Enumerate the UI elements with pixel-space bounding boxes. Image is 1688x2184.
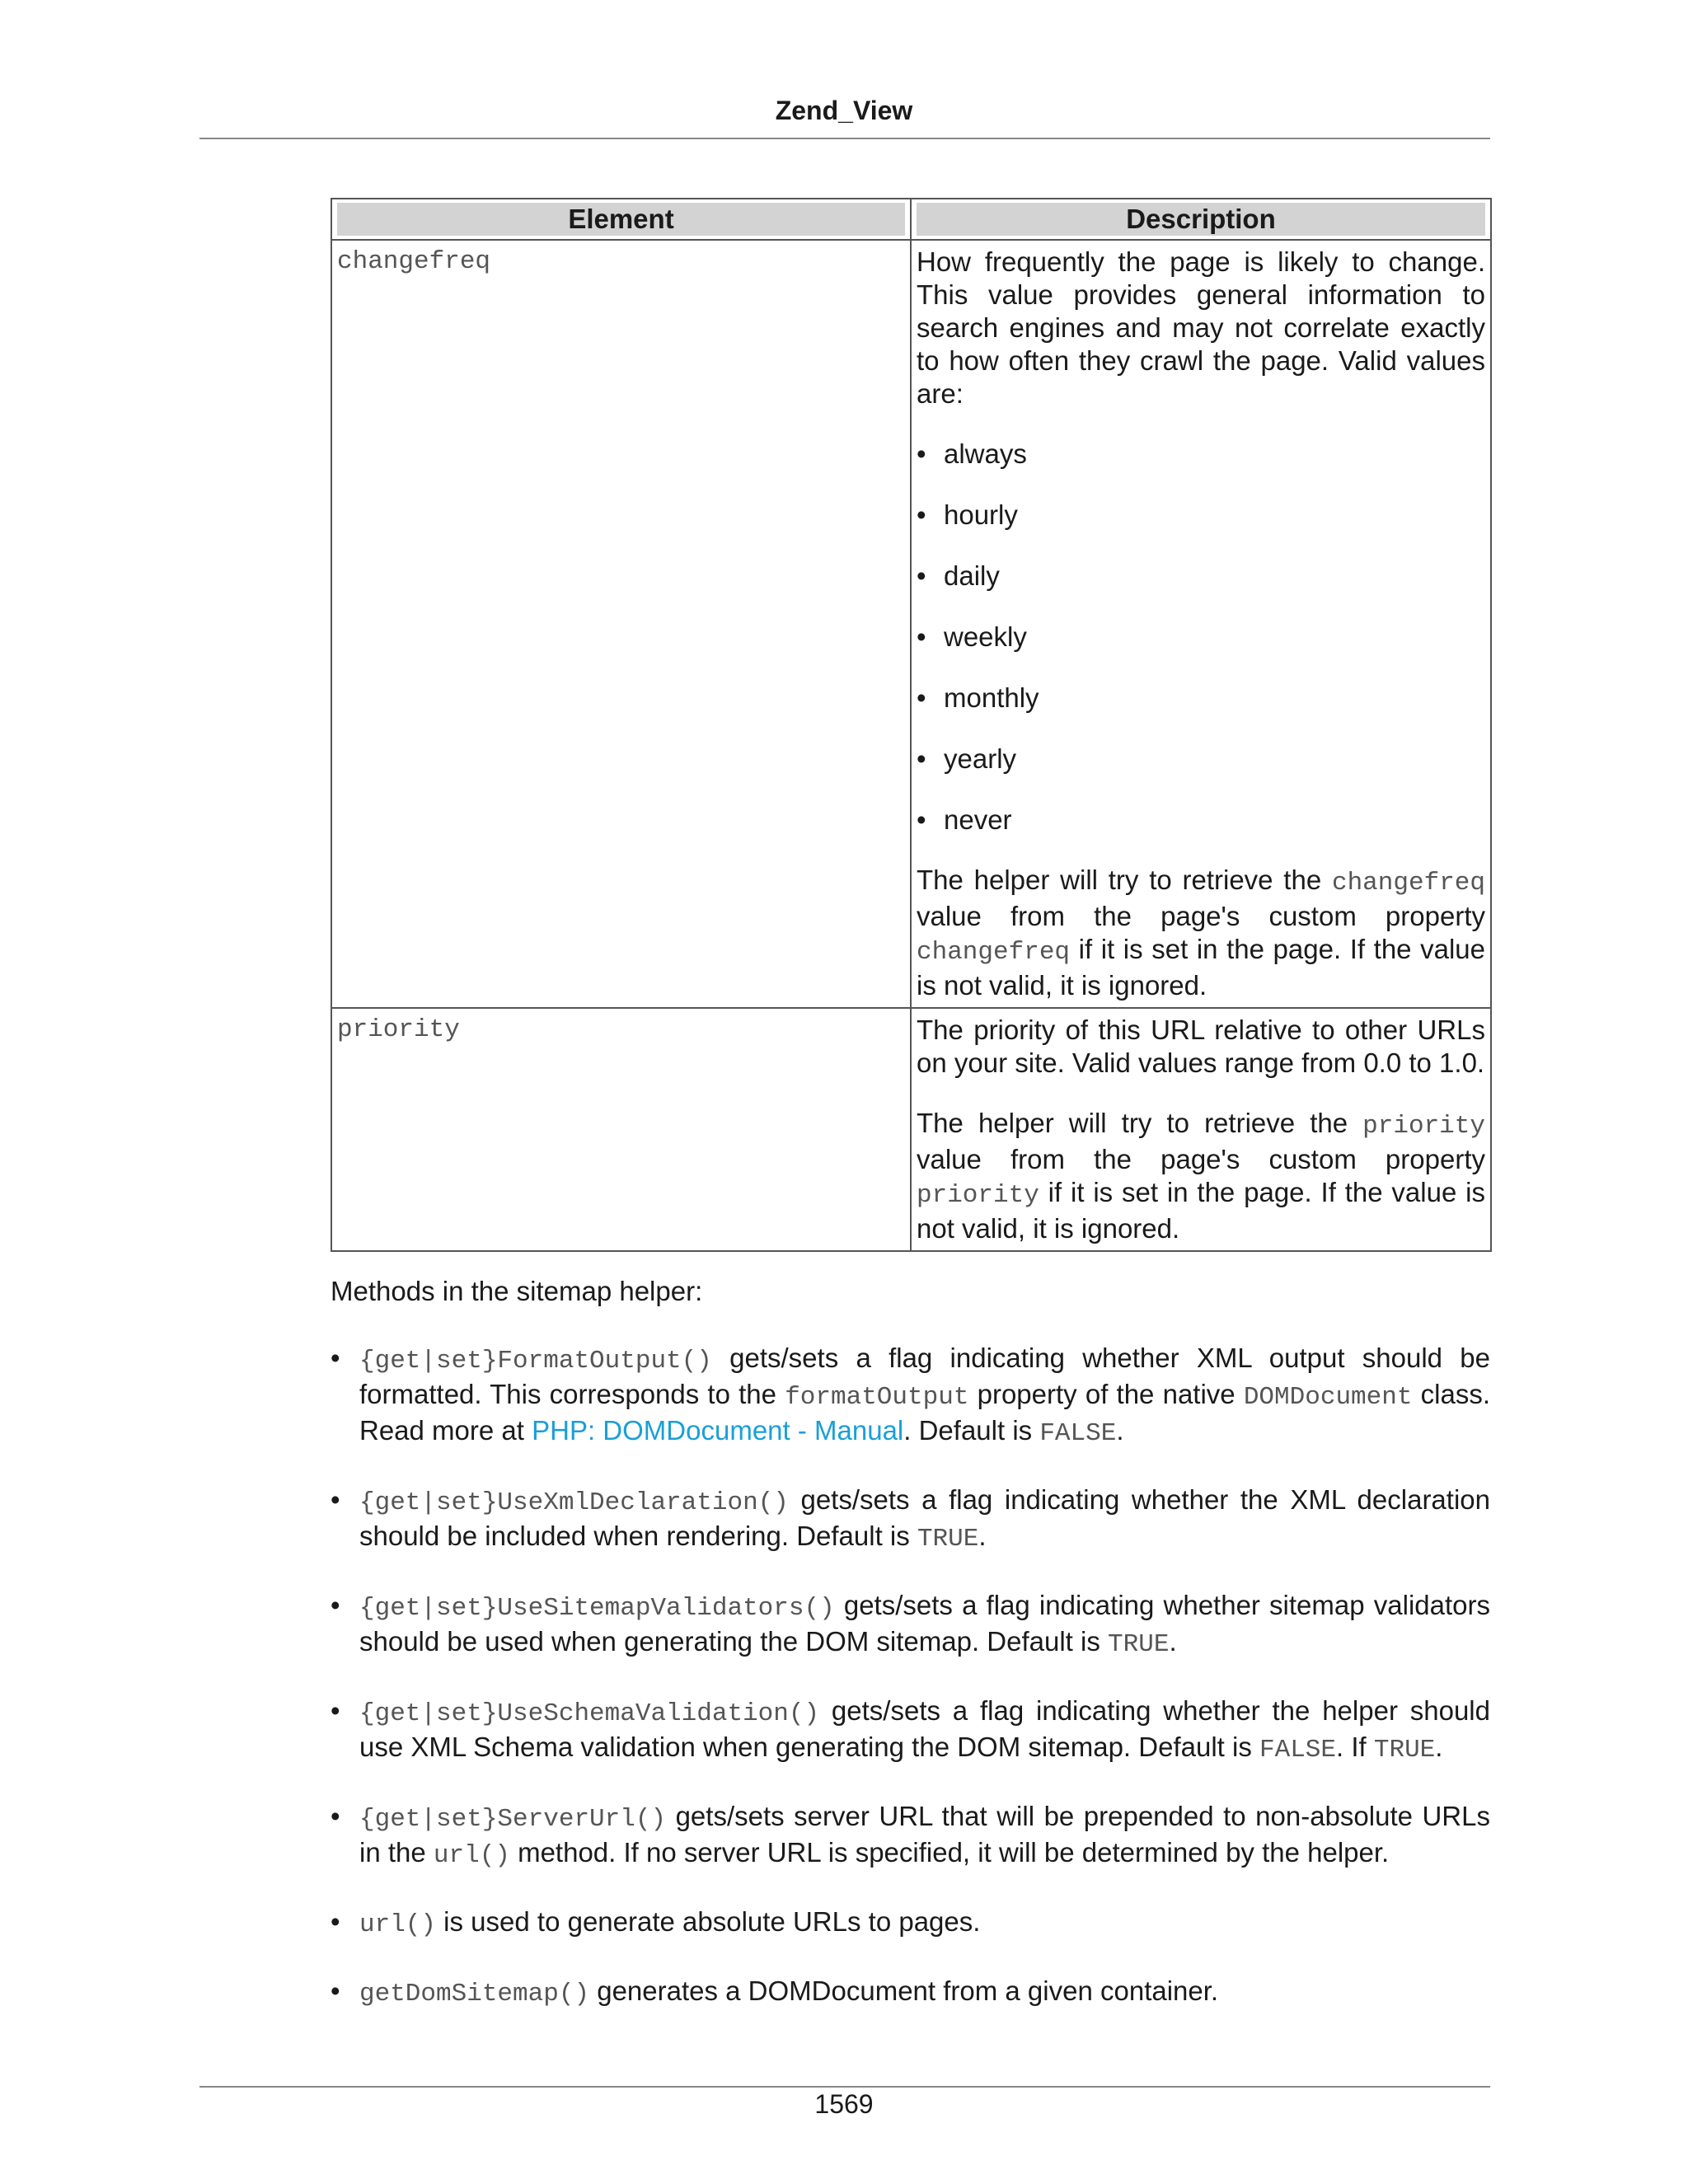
page-header-title: Zend_View: [775, 96, 913, 125]
method-name: {get|set}UseXmlDeclaration(): [359, 1488, 789, 1517]
methods-list: [331, 1342, 1490, 2044]
table-header-row: [331, 199, 1491, 240]
method-name: {get|set}ServerUrl(): [359, 1805, 667, 1834]
method-name: {get|set}UseSchemaValidation(): [359, 1699, 820, 1728]
element-name: changefreq: [337, 247, 491, 276]
list-item: • never: [917, 804, 1012, 835]
description-intro: How frequently the page is likely to change. This value provides general information to search engines and may not correlate exactly to how often they crawl the page. Valid values are:: [917, 246, 1485, 409]
list-item: • monthly: [917, 682, 1039, 713]
element-description: [911, 1008, 1491, 1251]
domdocument-manual-link[interactable]: PHP: DOMDocument - Manual: [532, 1415, 904, 1446]
column-header-element: Element: [337, 203, 905, 236]
list-item: • url() is used to generate absolute URLs to pages.: [331, 1906, 981, 1939]
page-number: 1569: [814, 2089, 874, 2119]
elements-table: [331, 198, 1492, 1252]
element-name: priority: [337, 1015, 460, 1044]
footer-rule: [199, 2086, 1490, 2088]
column-header-description: Description: [917, 203, 1485, 236]
list-item: • hourly: [917, 499, 1018, 530]
element-description: [911, 240, 1491, 1008]
list-item: • {get|set}UseSitemapValidators() gets/sets a flag indicating whether sitemap validators should be used when generating the DOM sitemap. Default is TRUE.: [331, 1590, 1490, 1659]
list-item: • {get|set}ServerUrl() gets/sets server URL that will be prepended to non-absolute URLs in the url() method. If no server URL is specified, it will be determined by the helper.: [331, 1801, 1490, 1870]
table-row: [331, 240, 1491, 1008]
list-item: • {get|set}UseXmlDeclaration() gets/sets a flag indicating whether the XML declaration should be included when rendering. Default is TRUE.: [331, 1484, 1490, 1554]
header-rule: [199, 138, 1490, 139]
description-intro: The priority of this URL relative to other URLs on your site. Valid values range from 0.0 to 1.0.: [917, 1015, 1485, 1078]
list-item: • getDomSitemap() generates a DOMDocument from a given container.: [331, 1975, 1219, 2008]
valid-values-list: [917, 438, 1485, 837]
list-item: • weekly: [917, 621, 1027, 652]
list-item: • {get|set}UseSchemaValidation() gets/sets a flag indicating whether the helper should use XML Schema validation when generating the DOM sitemap. Default is FALSE. If TRUE.: [331, 1695, 1490, 1765]
table-row: [331, 1008, 1491, 1251]
description-note: The helper will try to retrieve the changefreq value from the page's custom property changefreq if it is set in the page. If the value is not valid, it is ignored.: [917, 865, 1485, 1001]
list-item: • yearly: [917, 743, 1017, 774]
list-item: • always: [917, 438, 1027, 469]
method-name: {get|set}UseSitemapValidators(): [359, 1594, 835, 1623]
methods-intro: Methods in the sitemap helper:: [331, 1276, 703, 1306]
method-name: getDomSitemap(): [359, 1980, 590, 2008]
method-name: url(): [359, 1910, 437, 1939]
list-item: • daily: [917, 560, 1000, 591]
description-note: The helper will try to retrieve the priority value from the page's custom property priority if it is set in the page. If the value is not valid, it is ignored.: [917, 1108, 1485, 1244]
method-name: {get|set}FormatOutput(): [359, 1347, 712, 1376]
list-item: • {get|set}FormatOutput() gets/sets a flag indicating whether XML output should be formatted. This corresponds to the formatOutput property of the native DOMDocument class. Read more at PHP: DOMDocument - Manual. Default is FALSE.: [331, 1343, 1490, 1448]
